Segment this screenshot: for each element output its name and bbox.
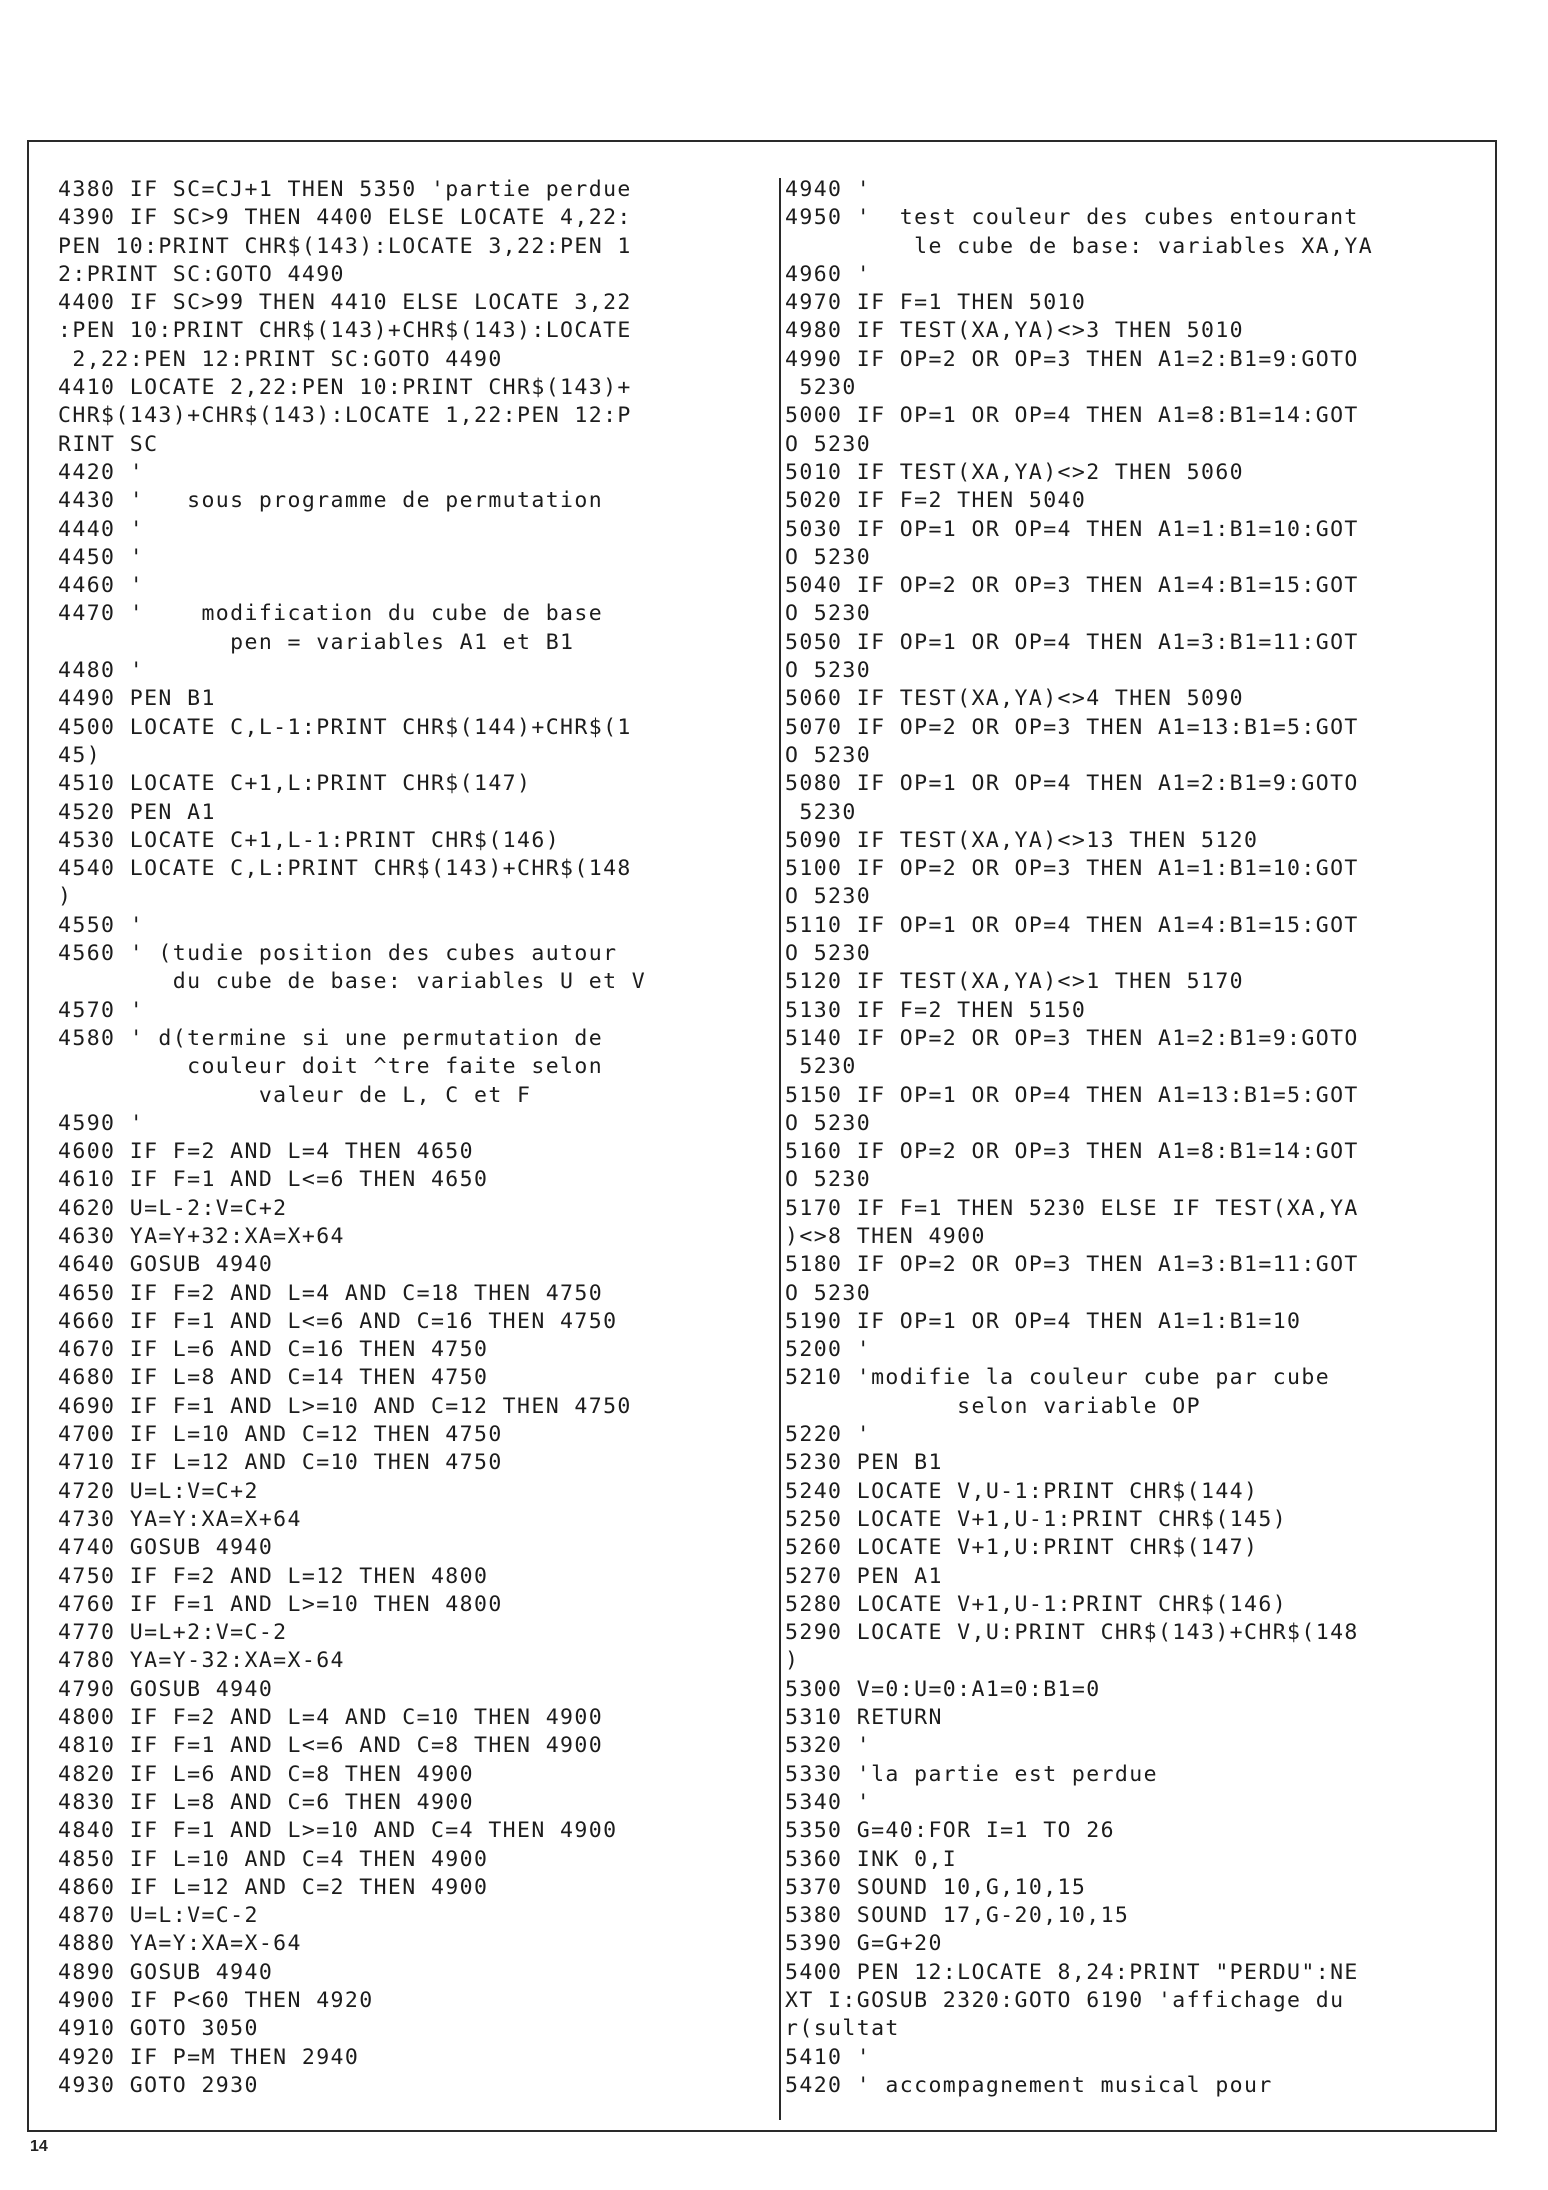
code-line: 4930 GOTO 2930 — [58, 2072, 259, 2098]
code-line: O 5230 — [785, 742, 872, 768]
code-line: 4850 IF L=10 AND C=4 THEN 4900 — [58, 1846, 489, 1872]
code-line: 5240 LOCATE V,U-1:PRINT CHR$(144) — [785, 1478, 1259, 1504]
code-line: 5040 IF OP=2 OR OP=3 THEN A1=4:B1=15:GOT — [785, 573, 1359, 599]
code-line: 4580 ' d(termine si une permutation de — [58, 1025, 604, 1051]
code-line: 4750 IF F=2 AND L=12 THEN 4800 — [58, 1563, 489, 1589]
code-line: O 5230 — [785, 884, 872, 910]
code-line: r(sultat — [785, 2016, 900, 2042]
code-line: 5090 IF TEST(XA,YA)<>13 THEN 5120 — [785, 827, 1259, 853]
code-line: 5350 G=40:FOR I=1 TO 26 — [785, 1818, 1115, 1844]
code-line: 4440 ' — [58, 516, 145, 542]
code-line: 4740 GOSUB 4940 — [58, 1535, 274, 1561]
code-line: 4560 ' (tudie position des cubes autour — [58, 941, 618, 967]
code-line: 4510 LOCATE C+1,L:PRINT CHR$(147) — [58, 771, 532, 797]
code-line: 5300 V=0:U=0:A1=0:B1=0 — [785, 1676, 1101, 1702]
code-line: 4890 GOSUB 4940 — [58, 1959, 274, 1985]
code-line: CHR$(143)+CHR$(143):LOCATE 1,22:PEN 12:P — [58, 403, 632, 429]
code-line: 5110 IF OP=1 OR OP=4 THEN A1=4:B1=15:GOT — [785, 912, 1359, 938]
code-line: 4710 IF L=12 AND C=10 THEN 4750 — [58, 1450, 503, 1476]
code-line: 4960 ' — [785, 261, 872, 287]
code-line: O 5230 — [785, 601, 872, 627]
code-line: 4590 ' — [58, 1110, 145, 1136]
code-line: 4900 IF P<60 THEN 4920 — [58, 1988, 374, 2013]
code-line: 4390 IF SC>9 THEN 4400 ELSE LOCATE 4,22: — [58, 205, 632, 231]
code-line: 5390 G=G+20 — [785, 1931, 943, 1957]
code-line: pen = variables A1 et B1 — [58, 629, 575, 655]
code-line: 4940 ' — [785, 177, 872, 202]
code-line: 5310 RETURN — [785, 1705, 943, 1731]
code-line: 5320 ' — [785, 1733, 872, 1759]
code-line: 5130 IF F=2 THEN 5150 — [785, 997, 1087, 1023]
code-line: 4810 IF F=1 AND L<=6 AND C=8 THEN 4900 — [58, 1733, 604, 1759]
code-line: 5400 PEN 12:LOCATE 8,24:PRINT "PERDU":NE — [785, 1959, 1359, 1985]
code-line: 4600 IF F=2 AND L=4 THEN 4650 — [58, 1139, 474, 1165]
page-number: 14 — [30, 2138, 48, 2155]
code-line: 4420 ' — [58, 459, 145, 485]
code-line: le cube de base: variables XA,YA — [785, 233, 1374, 259]
code-line: 5410 ' — [785, 2044, 872, 2070]
listing-left-column — [58, 176, 770, 2100]
code-line: 5200 ' — [785, 1337, 872, 1363]
code-line: 4490 PEN B1 — [58, 686, 216, 712]
code-line: 4400 IF SC>99 THEN 4410 ELSE LOCATE 3,22 — [58, 290, 632, 316]
code-line: 5150 IF OP=1 OR OP=4 THEN A1=13:B1=5:GOT — [785, 1082, 1359, 1108]
code-line: 5230 — [785, 799, 857, 825]
column-divider — [779, 178, 781, 2120]
code-line: selon variable OP — [785, 1393, 1201, 1419]
code-line: 4480 ' — [58, 658, 145, 684]
code-line: )<>8 THEN 4900 — [785, 1223, 986, 1249]
code-line: 4620 U=L-2:V=C+2 — [58, 1195, 288, 1221]
code-line: 4800 IF F=2 AND L=4 AND C=10 THEN 4900 — [58, 1705, 604, 1731]
code-line: 4920 IF P=M THEN 2940 — [58, 2044, 360, 2070]
code-line: 5000 IF OP=1 OR OP=4 THEN A1=8:B1=14:GOT — [785, 403, 1359, 429]
code-line: 5190 IF OP=1 OR OP=4 THEN A1=1:B1=10 — [785, 1308, 1302, 1334]
code-line: 4670 IF L=6 AND C=16 THEN 4750 — [58, 1337, 489, 1363]
code-line: :PEN 10:PRINT CHR$(143)+CHR$(143):LOCATE — [58, 318, 632, 344]
code-line: 45) — [58, 742, 102, 768]
code-line: ) — [785, 1648, 800, 1674]
code-line: 4520 PEN A1 — [58, 799, 216, 825]
code-line: O 5230 — [785, 658, 872, 684]
code-line: 5360 INK 0,I — [785, 1846, 958, 1872]
code-line: 5290 LOCATE V,U:PRINT CHR$(143)+CHR$(148 — [785, 1620, 1359, 1646]
code-line: 4820 IF L=6 AND C=8 THEN 4900 — [58, 1761, 474, 1787]
code-line: O 5230 — [785, 1167, 872, 1193]
code-line: 4610 IF F=1 AND L<=6 THEN 4650 — [58, 1167, 489, 1193]
code-line: 5060 IF TEST(XA,YA)<>4 THEN 5090 — [785, 686, 1245, 712]
code-line: 4410 LOCATE 2,22:PEN 10:PRINT CHR$(143)+ — [58, 375, 632, 401]
code-line: 5340 ' — [785, 1789, 872, 1815]
code-line: 4530 LOCATE C+1,L-1:PRINT CHR$(146) — [58, 827, 561, 853]
code-line: 4790 GOSUB 4940 — [58, 1676, 274, 1702]
code-line: 5420 ' accompagnement musical pour — [785, 2072, 1273, 2098]
code-line: 5250 LOCATE V+1,U-1:PRINT CHR$(145) — [785, 1506, 1288, 1532]
code-line: 4880 YA=Y:XA=X-64 — [58, 1931, 302, 1957]
code-line: 2:PRINT SC:GOTO 4490 — [58, 261, 345, 287]
code-line: couleur doit ^tre faite selon — [58, 1054, 604, 1080]
code-line: 4650 IF F=2 AND L=4 AND C=18 THEN 4750 — [58, 1280, 604, 1306]
code-line: 5120 IF TEST(XA,YA)<>1 THEN 5170 — [785, 969, 1245, 995]
code-line: 4450 ' — [58, 544, 145, 570]
code-line: 4870 U=L:V=C-2 — [58, 1903, 259, 1929]
code-line: 5010 IF TEST(XA,YA)<>2 THEN 5060 — [785, 459, 1245, 485]
code-line: 5140 IF OP=2 OR OP=3 THEN A1=2:B1=9:GOTO — [785, 1025, 1359, 1051]
code-line: 5230 — [785, 1054, 857, 1080]
code-line: 4550 ' — [58, 912, 145, 938]
code-line: 5230 — [785, 375, 857, 401]
code-line: 4780 YA=Y-32:XA=X-64 — [58, 1648, 345, 1674]
code-line: 4950 ' test couleur des cubes entourant — [785, 205, 1359, 231]
code-line: 4700 IF L=10 AND C=12 THEN 4750 — [58, 1422, 503, 1448]
code-line: 5160 IF OP=2 OR OP=3 THEN A1=8:B1=14:GOT — [785, 1139, 1359, 1165]
code-line: O 5230 — [785, 941, 872, 967]
code-line: 4980 IF TEST(XA,YA)<>3 THEN 5010 — [785, 318, 1245, 344]
code-line: 4730 YA=Y:XA=X+64 — [58, 1506, 302, 1532]
code-line: 4970 IF F=1 THEN 5010 — [785, 290, 1087, 316]
code-line: O 5230 — [785, 544, 872, 570]
code-line: 4660 IF F=1 AND L<=6 AND C=16 THEN 4750 — [58, 1308, 618, 1334]
code-line: 4430 ' sous programme de permutation — [58, 488, 604, 514]
code-line: 4500 LOCATE C,L-1:PRINT CHR$(144)+CHR$(1 — [58, 714, 632, 740]
code-line: O 5230 — [785, 1110, 872, 1136]
code-line: 5050 IF OP=1 OR OP=4 THEN A1=3:B1=11:GOT — [785, 629, 1359, 655]
code-line: 4630 YA=Y+32:XA=X+64 — [58, 1223, 345, 1249]
code-line: 4460 ' — [58, 573, 145, 599]
listing-right-column — [785, 176, 1490, 2100]
code-line: 4910 GOTO 3050 — [58, 2016, 259, 2042]
code-line: 5070 IF OP=2 OR OP=3 THEN A1=13:B1=5:GOT — [785, 714, 1359, 740]
code-line: 4990 IF OP=2 OR OP=3 THEN A1=2:B1=9:GOTO — [785, 346, 1359, 372]
code-line: 2,22:PEN 12:PRINT SC:GOTO 4490 — [58, 346, 503, 372]
code-line: 5170 IF F=1 THEN 5230 ELSE IF TEST(XA,YA — [785, 1195, 1359, 1221]
code-line: 4770 U=L+2:V=C-2 — [58, 1620, 288, 1646]
code-line: 5210 'modifie la couleur cube par cube — [785, 1365, 1331, 1391]
code-line: 5280 LOCATE V+1,U-1:PRINT CHR$(146) — [785, 1591, 1288, 1617]
code-line: du cube de base: variables U et V — [58, 969, 647, 995]
code-line: 5220 ' — [785, 1422, 872, 1448]
code-line: 4540 LOCATE C,L:PRINT CHR$(143)+CHR$(148 — [58, 856, 632, 882]
code-line: XT I:GOSUB 2320:GOTO 6190 'affichage du — [785, 1988, 1345, 2013]
code-line: 4640 GOSUB 4940 — [58, 1252, 274, 1278]
code-line: 4840 IF F=1 AND L>=10 AND C=4 THEN 4900 — [58, 1818, 618, 1844]
code-line: RINT SC — [58, 431, 159, 457]
code-line: 4690 IF F=1 AND L>=10 AND C=12 THEN 4750 — [58, 1393, 632, 1419]
code-line: 5080 IF OP=1 OR OP=4 THEN A1=2:B1=9:GOTO — [785, 771, 1359, 797]
code-line: ) — [58, 884, 73, 910]
code-line: 5020 IF F=2 THEN 5040 — [785, 488, 1087, 514]
code-line: 4570 ' — [58, 997, 145, 1023]
code-line: 4720 U=L:V=C+2 — [58, 1478, 259, 1504]
code-line: 5260 LOCATE V+1,U:PRINT CHR$(147) — [785, 1535, 1259, 1561]
code-line: 5330 'la partie est perdue — [785, 1761, 1158, 1787]
code-line: valeur de L, C et F — [58, 1082, 532, 1108]
code-line: 4380 IF SC=CJ+1 THEN 5350 'partie perdue — [58, 177, 632, 202]
code-line: 4830 IF L=8 AND C=6 THEN 4900 — [58, 1789, 474, 1815]
code-line: 4760 IF F=1 AND L>=10 THEN 4800 — [58, 1591, 503, 1617]
code-line: 4470 ' modification du cube de base — [58, 601, 604, 627]
code-line: 5370 SOUND 10,G,10,15 — [785, 1874, 1087, 1900]
code-line: 4680 IF L=8 AND C=14 THEN 4750 — [58, 1365, 489, 1391]
code-line: 5030 IF OP=1 OR OP=4 THEN A1=1:B1=10:GOT — [785, 516, 1359, 542]
code-line: O 5230 — [785, 1280, 872, 1306]
code-line: 5230 PEN B1 — [785, 1450, 943, 1476]
code-line: 4860 IF L=12 AND C=2 THEN 4900 — [58, 1874, 489, 1900]
code-line: 5270 PEN A1 — [785, 1563, 943, 1589]
code-line: 5100 IF OP=2 OR OP=3 THEN A1=1:B1=10:GOT — [785, 856, 1359, 882]
code-line: 5380 SOUND 17,G-20,10,15 — [785, 1903, 1130, 1929]
code-line: O 5230 — [785, 431, 872, 457]
code-line: 5180 IF OP=2 OR OP=3 THEN A1=3:B1=11:GOT — [785, 1252, 1359, 1278]
code-line: PEN 10:PRINT CHR$(143):LOCATE 3,22:PEN 1 — [58, 233, 632, 259]
